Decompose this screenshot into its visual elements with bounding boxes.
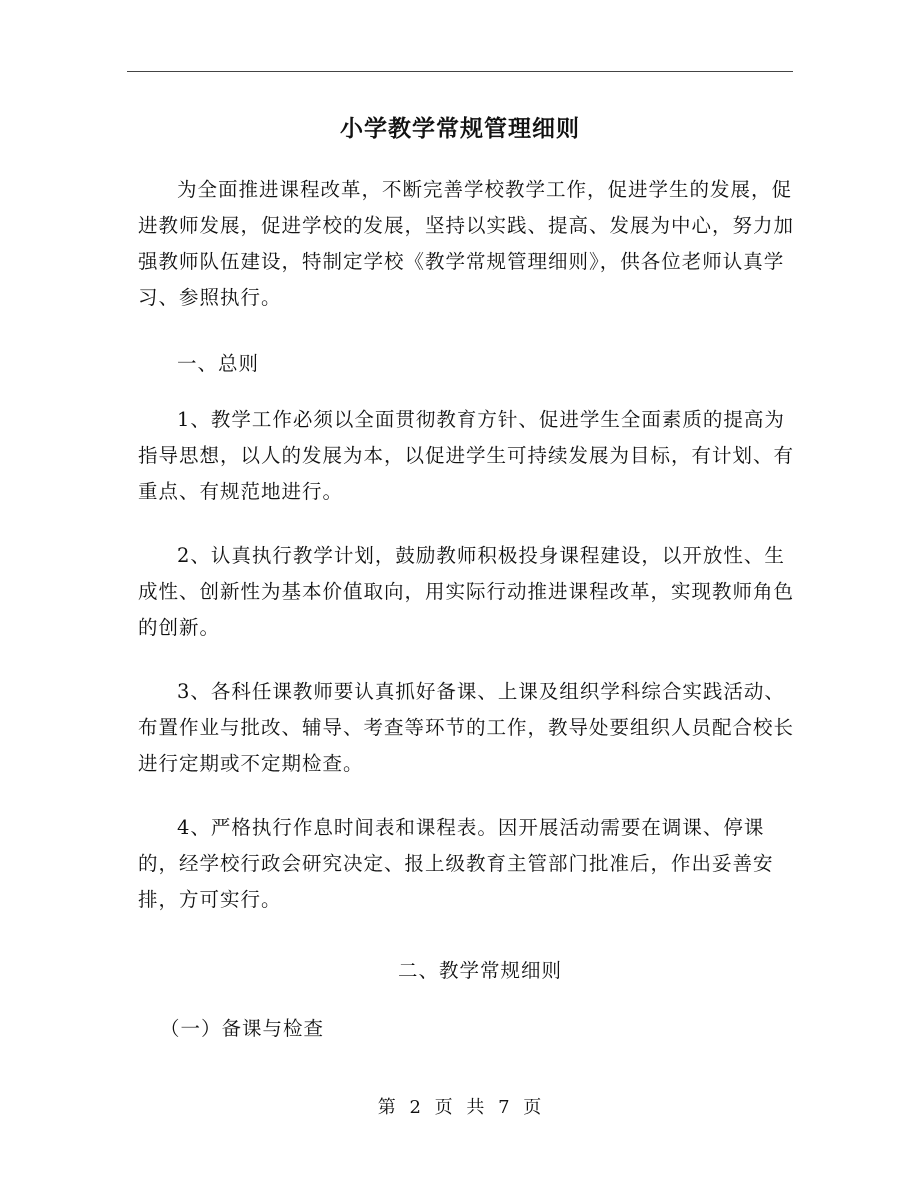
section-heading-rules: 二、教学常规细则 [398,959,563,982]
section-heading-general: 一、总则 [177,352,260,375]
page-footer [0,1093,920,1119]
footer-label-gong: 共 [466,1097,486,1118]
header-rule [127,71,793,72]
subsection-heading-lesson-prep: （一）备课与检查 [160,1017,325,1040]
document-title: 小学教学常规管理细则 [340,115,580,142]
footer-label-ye-2: 页 [523,1097,543,1118]
clause-item-2: 2、认真执行教学计划，鼓励教师积极投身课程建设，以开放性、生成性、创新性为基本价值取向，用实际行动推进课程改革，实现教师角色的创新。 [138,544,795,639]
intro-paragraph: 为全面推进课程改革，不断完善学校教学工作，促进学生的发展，促进教师发展，促进学校的发展，坚持以实践、提高、发展为中心，努力加强教师队伍建设，特制定学校《教学常规管理细则》，供各位老师认真学习、参照执行。 [138,178,795,309]
footer-label-di: 第 [377,1097,397,1118]
clause-item-1: 1、教学工作必须以全面贯彻教育方针、促进学生全面素质的提高为指导思想，以人的发展为本，以促进学生可持续发展为目标，有计划、有重点、有规范地进行。 [138,408,795,503]
footer-current-page: 2 [409,1097,422,1118]
footer-label-ye: 页 [434,1097,454,1118]
footer-total-pages: 7 [498,1097,511,1118]
clause-item-3: 3、各科任课教师要认真抓好备课、上课及组织学科综合实践活动、布置作业与批改、辅导、考查等环节的工作，教导处要组织人员配合校长进行定期或不定期检查。 [138,680,795,775]
clause-item-4: 4、严格执行作息时间表和课程表。因开展活动需要在调课、停课的，经学校行政会研究决定、报上级教育主管部门批准后，作出妥善安排，方可实行。 [138,816,774,911]
